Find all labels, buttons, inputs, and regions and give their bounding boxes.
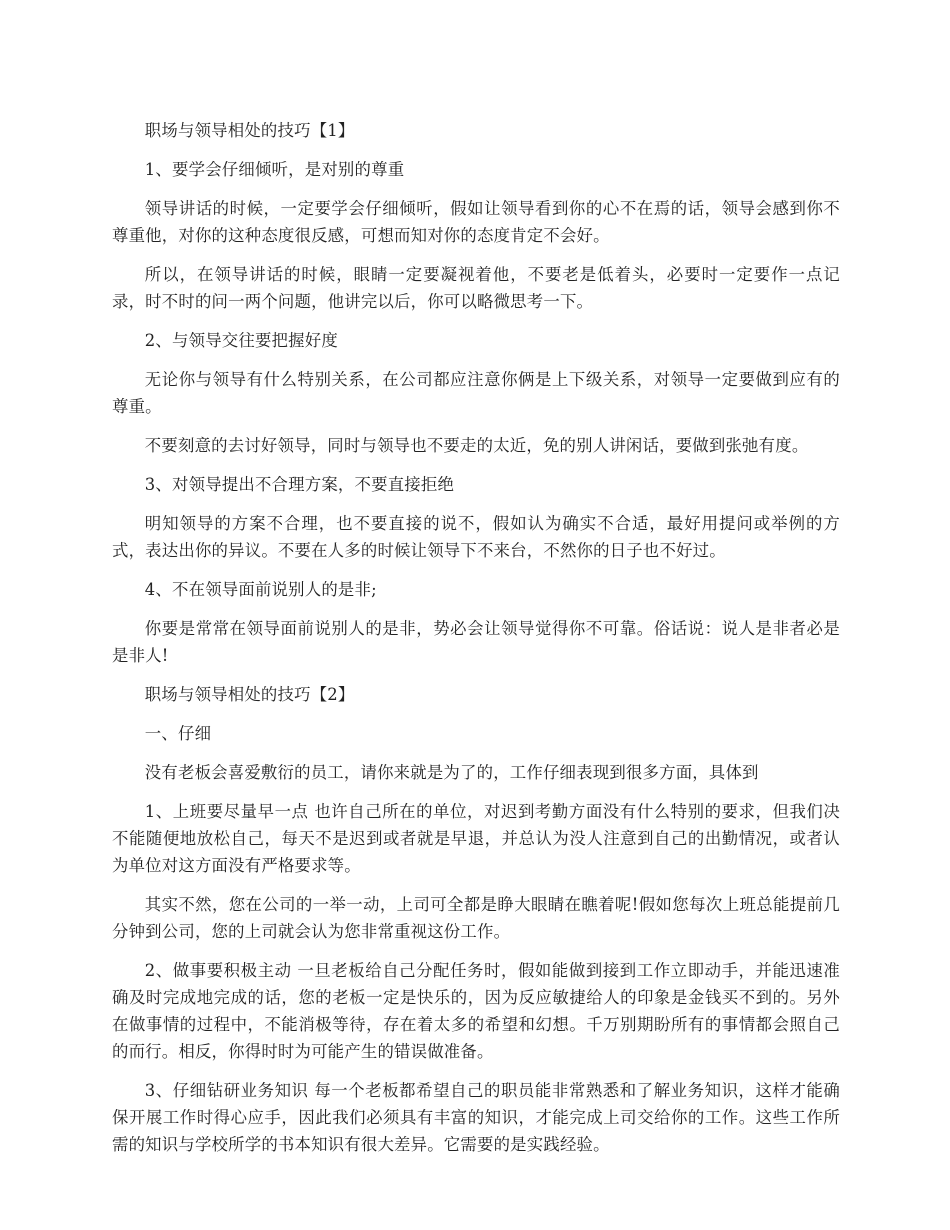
paragraph: 没有老板会喜爱敷衍的员工，请你来就是为了的，工作仔细表现到很多方面，具体到 (144, 763, 759, 782)
document-body (112, 117, 840, 1170)
subheading-listen: 1、要学会仔细倾听，是对别的尊重 (144, 160, 405, 179)
paragraph: 明知领导的方案不合理，也不要直接的说不，假如认为确实不合适，最好用提问或举例的方式，表达出你的异议。不要在人多的时候让领导下不来台，不然你的日子也不好过。 (112, 514, 840, 560)
paragraph: 所以，在领导讲话的时候，眼睛一定要凝视着他，不要老是低着头，必要时一定要作一点记录，时不时的问一两个问题，他讲完以后，你可以略微思考一下。 (112, 265, 840, 311)
subheading-no-gossip: 4、不在领导面前说别人的是非; (144, 580, 377, 599)
paragraph: 你要是常常在领导面前说别人的是非，势必会让领导觉得你不可靠。俗话说：说人是非者必是是非人! (112, 619, 840, 665)
section-heading-1: 职场与领导相处的技巧【1】 (144, 121, 355, 140)
paragraph: 1、上班要尽量早一点 也许自己所在的单位，对迟到考勤方面没有什么特别的要求，但我们决不能随便地放松自己，每天不是迟到或者就是早退，并总认为没人注意到自己的出勤情况，或者认为单位对这方面没有严格要求等。 (112, 802, 840, 875)
paragraph: 无论你与领导有什么特别关系，在公司都应注意你俩是上下级关系，对领导一定要做到应有的尊重。 (112, 370, 840, 416)
paragraph: 其实不然，您在公司的一举一动，上司可全都是睁大眼睛在瞧着呢!假如您每次上班总能提前几分钟到公司，您的上司就会认为您非常重视这份工作。 (112, 895, 840, 941)
paragraph: 领导讲话的时候，一定要学会仔细倾听，假如让领导看到你的心不在焉的话，领导会感到你不尊重他，对你的这种态度很反感，可想而知对你的态度肯定不会好。 (112, 199, 840, 245)
subheading-no-reject: 3、对领导提出不合理方案，不要直接拒绝 (144, 475, 455, 494)
paragraph: 3、仔细钻研业务知识 每一个老板都希望自己的职员能非常熟悉和了解业务知识，这样才能确保开展工作时得心应手，因此我们必须具有丰富的知识，才能完成上司交给你的工作。这些工作所需的知识与学校所学的书本知识有很大差异。它需要的是实践经验。 (112, 1081, 840, 1154)
subheading-careful: 一、仔细 (144, 724, 212, 743)
paragraph: 2、做事要积极主动 一旦老板给自己分配任务时，假如能做到接到工作立即动手，并能迅速准确及时完成地完成的话，您的老板一定是快乐的，因为反应敏捷给人的印象是金钱买不到的。另外在做事情的过程中，不能消极等待，存在着太多的希望和幻想。千万别期盼所有的事情都会照自己的而行。相反，你得时时为可能产生的错误做准备。 (112, 961, 840, 1061)
subheading-degree: 2、与领导交往要把握好度 (144, 331, 338, 350)
paragraph: 不要刻意的去讨好领导，同时与领导也不要走的太近，免的别人讲闲话，要做到张弛有度。 (144, 436, 809, 455)
section-heading-2: 职场与领导相处的技巧【2】 (144, 685, 355, 704)
